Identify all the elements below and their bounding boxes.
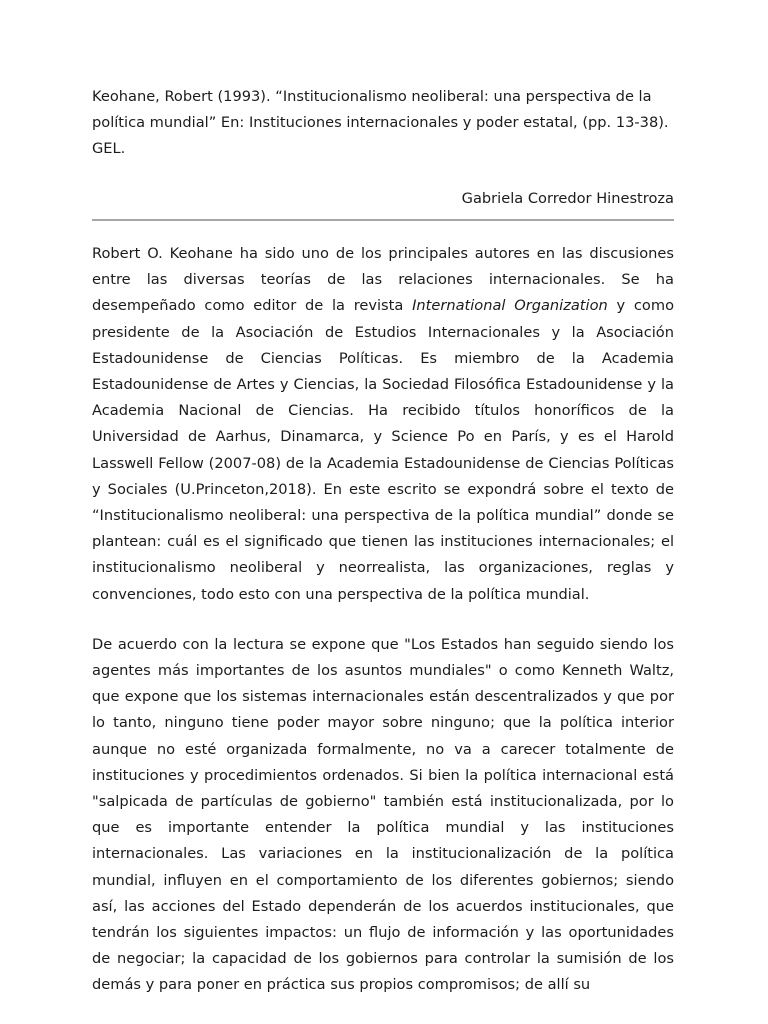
paragraph-body: De acuerdo con la lectura se expone que "Los Estados han seguido siendo los agentes más importantes de los asuntos mundiales" o como Kenneth Waltz, que expone que los sistemas internacionales están descentralizados y que por lo tanto, ninguno tiene poder mayor sobre ninguno; que la política interior aunque no esté organizada formalmente, no va a carecer totalmente de instituciones y procedimientos ordenados. Si bien la política internacional está "salpicada de partículas de gobierno" también está institucionalizada, por lo que es importante entender la política mundial y las instituciones internacionales. Las variaciones en la institucionalización de la política mundial, influyen en el comportamiento de los diferentes gobiernos; siendo así, las acciones del Estado dependerán de los acuerdos institucionales, que tendrán los siguientes impactos: un flujo de información y las oportunidades de negociar; la capacidad de los gobiernos para controlar la sumisión de los demás y para poner en práctica sus propios compromisos; de allí su xyxy=(92,635,674,994)
paragraph-introduction-text-start: Robert O. Keohane ha sido uno de los principales autores en las discusiones entre las diversas teorías de las relaciones internacionales. Se ha desempeñado como editor de la revista xyxy=(92,245,674,315)
bibliographic-citation: Keohane, Robert (1993). “Institucionalismo neoliberal: una perspectiva de la política mundial” En: Instituciones internacionales y poder estatal, (pp. 13-38). GEL. xyxy=(92,88,669,157)
paragraph-introduction-text-end: y como presidente de la Asociación de Estudios Internacionales y la Asociación Estadounidense de Ciencias Políticas. Es miembro de la Academia Estadounidense de Artes y Ciencias, la Sociedad Filosófica Estadounidense y la Academia Nacional de Ciencias. Ha recibido títulos honoríficos de la Universidad de Aarhus, Dinamarca, y Science Po en París, y es el Harold Lasswell Fellow (2007-08) de la Academia Estadounidense de Ciencias Políticas y Sociales (U.Princeton,2018). En este escrito se expondrá sobre el texto de “Institucionalismo neoliberal: una perspectiva de la política mundial” donde se plantean: cuál es el significado que tienen las instituciones internacionales; el institucionalismo neoliberal y neorrealista, las organizaciones, reglas y convenciones, todo esto con una perspectiva de la política mundial. xyxy=(92,297,674,603)
author-name: Gabriela Corredor Hinestroza xyxy=(461,190,674,207)
paragraph-introduction xyxy=(92,241,674,608)
journal-title-italic: International Organization xyxy=(412,297,608,315)
header-divider xyxy=(92,219,674,221)
document-body xyxy=(92,84,674,999)
